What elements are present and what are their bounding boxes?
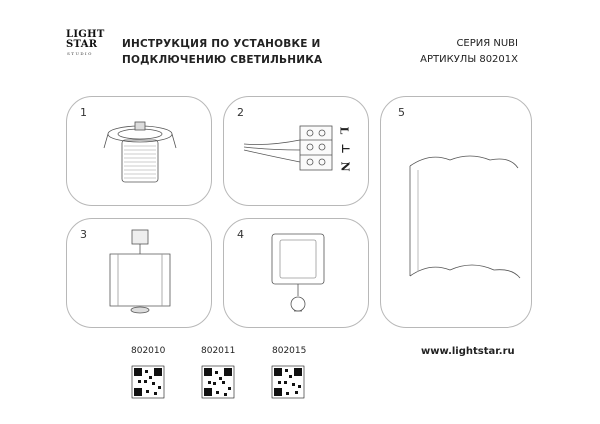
logo-word-studio: STUDIO	[67, 51, 93, 56]
qr-code-802010	[132, 366, 164, 398]
step-2-number: 2	[237, 106, 244, 119]
wire-label-ground: ⊥	[338, 143, 352, 154]
wire-label-live: L	[337, 126, 351, 135]
article-802011: 802011	[201, 346, 236, 356]
logo-word-star: STAR	[66, 39, 98, 50]
logo-word-light: LIGHT	[66, 29, 105, 40]
article-range: АРТИКУЛЫ 80201X	[420, 54, 518, 65]
step-3-number: 3	[80, 228, 87, 241]
article-802015: 802015	[272, 346, 307, 356]
article-802010: 802010	[131, 346, 166, 356]
step-5-number: 5	[398, 106, 405, 119]
wire-label-neutral: N	[338, 161, 352, 172]
title-line-2: ПОДКЛЮЧЕНИЮ СВЕТИЛЬНИКА	[122, 54, 323, 66]
website-url: www.lightstar.ru	[421, 346, 515, 357]
qr-code-802011	[202, 366, 234, 398]
step-4-number: 4	[237, 228, 244, 241]
title-line-1: ИНСТРУКЦИЯ ПО УСТАНОВКЕ И	[122, 38, 321, 50]
qr-code-802015	[272, 366, 304, 398]
step-1-number: 1	[80, 106, 87, 119]
series-name: СЕРИЯ NUBI	[456, 38, 518, 49]
